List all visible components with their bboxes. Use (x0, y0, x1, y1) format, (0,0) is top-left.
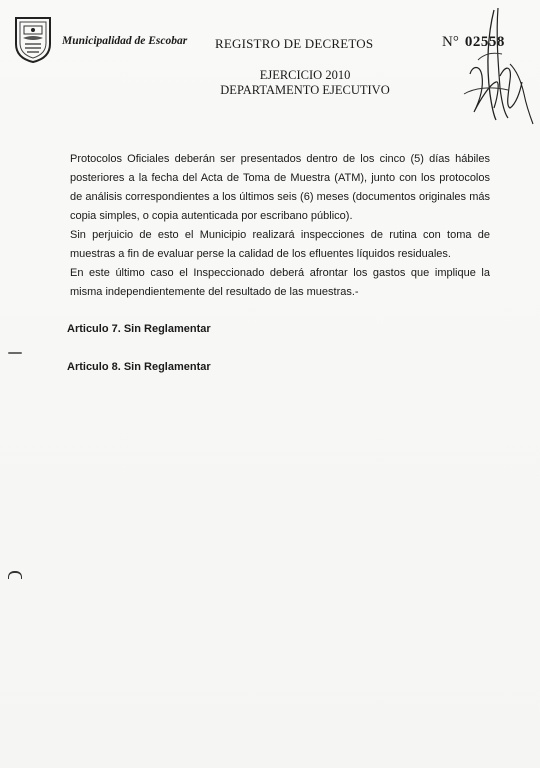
department-name: DEPARTAMENTO EJECUTIVO (220, 83, 390, 97)
number-value: 02558 (464, 34, 505, 50)
exercise-block (195, 68, 415, 98)
municipal-seal-icon (12, 14, 54, 64)
number-label: N° (442, 34, 459, 50)
paragraph-protocols: Protocolos Oficiales deberán ser presentados dentro de los cinco (5) días hábiles posteriores a la fecha del Acta de Toma de Muestra (ATM), junto con los protocolos de análisis correspondientes a los últimos seis (6) meses (documentos originales más copia simples, o copia autenticada por escribano público). (70, 153, 490, 222)
decree-body (70, 150, 490, 302)
paragraph-costs: En este último caso el Inspeccionado deberá afrontar los gastos que implique la misma independientemente del resultado de las muestras.- (70, 267, 490, 298)
article-8-heading: Articulo 8. Sin Reglamentar (67, 361, 211, 373)
exercise-year: EJERCICIO 2010 (259, 68, 351, 82)
handwritten-signature (450, 4, 535, 129)
paragraph-inspections: Sin perjuicio de esto el Municipio realizará inspecciones de rutina con toma de muestras a fin de evaluar perse la calidad de los efluentes líquidos residuales. (70, 229, 490, 260)
article-7-heading: Articulo 7. Sin Reglamentar (67, 323, 211, 335)
punch-hole-mark (8, 571, 22, 579)
punch-hole-mark (8, 352, 22, 354)
municipality-name: Municipalidad de Escobar (62, 35, 188, 47)
register-title: REGISTRO DE DECRETOS (215, 36, 374, 51)
